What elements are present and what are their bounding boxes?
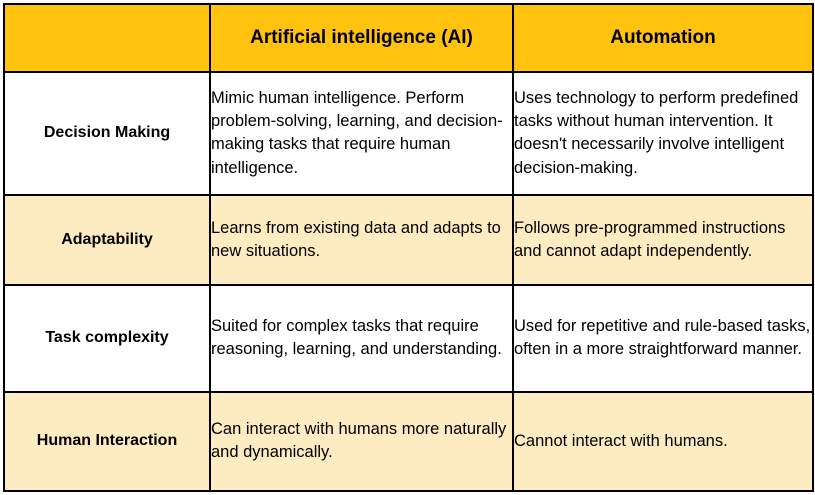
table-row bbox=[4, 195, 813, 285]
row-label-task-complexity: Task complexity bbox=[4, 285, 210, 392]
cell-adaptability-ai: Learns from existing data and adapts to new situations. bbox=[210, 195, 513, 285]
row-label-human-interaction: Human Interaction bbox=[4, 392, 210, 491]
header-corner-cell bbox=[4, 4, 210, 72]
table-header-row bbox=[4, 4, 813, 72]
table-row bbox=[4, 285, 813, 392]
cell-adaptability-automation: Follows pre-programmed instructions and cannot adapt independently. bbox=[513, 195, 813, 285]
row-label-adaptability: Adaptability bbox=[4, 195, 210, 285]
cell-decision-making-automation: Uses technology to perform predefined tasks without human intervention. It doesn't necessarily involve intelligent decision-making. bbox=[513, 72, 813, 195]
cell-task-complexity-automation: Used for repetitive and rule-based tasks, often in a more straightforward manner. bbox=[513, 285, 813, 392]
ai-vs-automation-table bbox=[3, 3, 814, 492]
header-artificial-intelligence: Artificial intelligence (AI) bbox=[210, 4, 513, 72]
cell-human-interaction-ai: Can interact with humans more naturally and dynamically. bbox=[210, 392, 513, 491]
table-row bbox=[4, 72, 813, 195]
cell-decision-making-ai: Mimic human intelligence. Perform problem-solving, learning, and decision-making tasks that require human intelligence. bbox=[210, 72, 513, 195]
row-label-decision-making: Decision Making bbox=[4, 72, 210, 195]
cell-task-complexity-ai: Suited for complex tasks that require reasoning, learning, and understanding. bbox=[210, 285, 513, 392]
header-automation: Automation bbox=[513, 4, 813, 72]
cell-human-interaction-automation: Cannot interact with humans. bbox=[513, 392, 813, 491]
table-row bbox=[4, 392, 813, 491]
